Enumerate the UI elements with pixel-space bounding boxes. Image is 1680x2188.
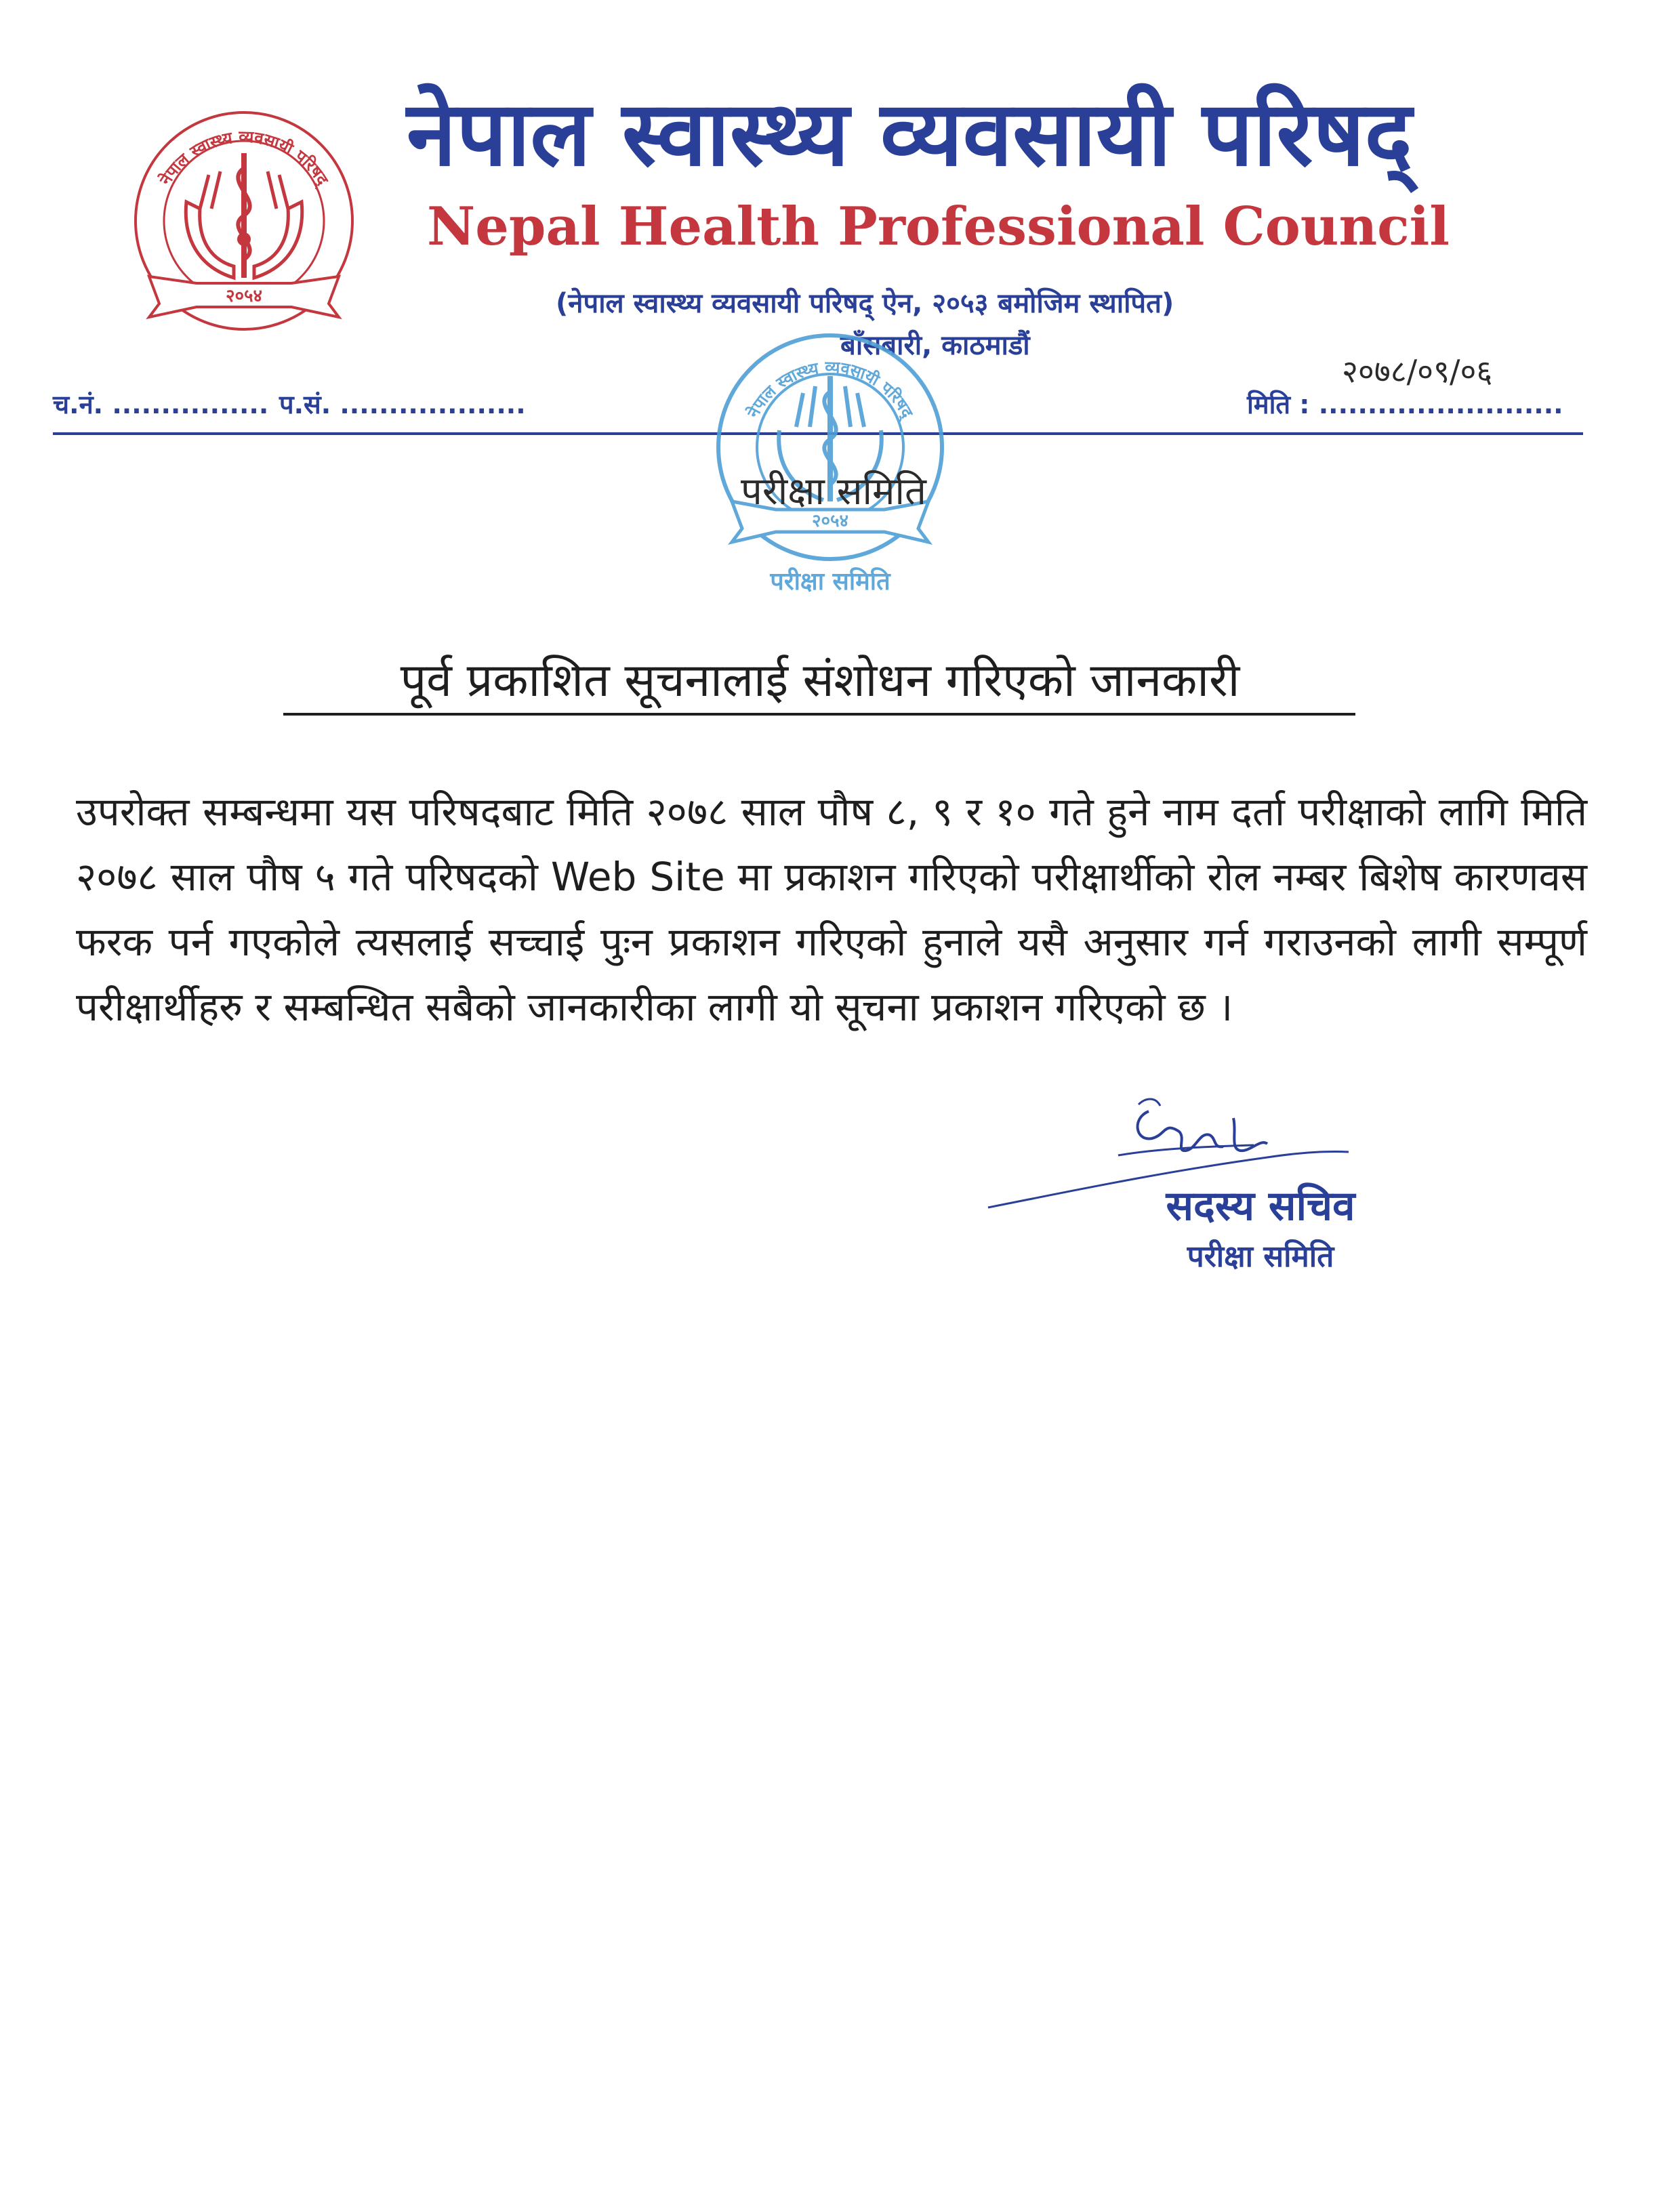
date-field: मिति : ......................... xyxy=(1247,390,1563,419)
stamp-year: २०५४ xyxy=(811,511,849,531)
stamp-ring-text: नेपाल स्वास्थ्य व्यवसायी परिषद् xyxy=(743,357,917,421)
subject-underline xyxy=(283,713,1355,716)
signatory-committee: परीक्षा समिति xyxy=(1187,1239,1334,1274)
stamp-bottom-text: परीक्षा समिति xyxy=(770,568,890,596)
council-name-english: Nepal Health Professional Council xyxy=(427,196,1450,257)
notice-subject: पूर्व प्रकाशित सूचनालाई संशोधन गरिएको जानकारी xyxy=(400,654,1240,707)
council-address: बाँसबारी, काठमाडौं xyxy=(840,330,1030,361)
signatory-title: सदस्य सचिव xyxy=(1166,1182,1355,1230)
establishment-note: (नेपाल स्वास्थ्य व्यवसायी परिषद् ऐन, २०५३ बमोजिम स्थापित) xyxy=(556,288,1174,319)
council-name-nepali: नेपाल स्वास्थ्य व्यवसायी परिषद् xyxy=(407,82,1412,186)
logo-year: २०५४ xyxy=(225,286,263,306)
dispatch-number-field: च.नं. ................ xyxy=(53,390,269,419)
committee-heading: परीक्षा समिति xyxy=(741,470,926,514)
notice-body: उपरोक्त सम्बन्धमा यस परिषदबाट मिति २०७८ साल पौष ८, ९ र १० गते हुने नाम दर्ता परीक्षाको लागि मिति २०७८ साल पौष ५ गते परिषदको Web Site मा प्रकाशन गरिएको परीक्षार्थीको रोल नम्बर बिशेष कारणवस फरक पर्न गएकोले त्यसलाई सच्चाई पुःन प्रकाशन गरिएको हुनाले यसै अनुसार गर्न गराउनको लागी सम्पूर्ण परीक्षार्थीहरु र सम्बन्धित सबैको जानकारीका लागी यो सूचना प्रकाशन गरिएको छ । xyxy=(76,789,1587,1030)
council-logo xyxy=(122,100,366,331)
letter-number-field: प.सं. ................... xyxy=(279,390,526,419)
logo-ring-text: नेपाल स्वास्थ्य व्यवसायी परिषद् xyxy=(155,127,333,188)
letter-date: २०७८/०९/०६ xyxy=(1342,353,1493,390)
committee-stamp xyxy=(701,318,959,603)
